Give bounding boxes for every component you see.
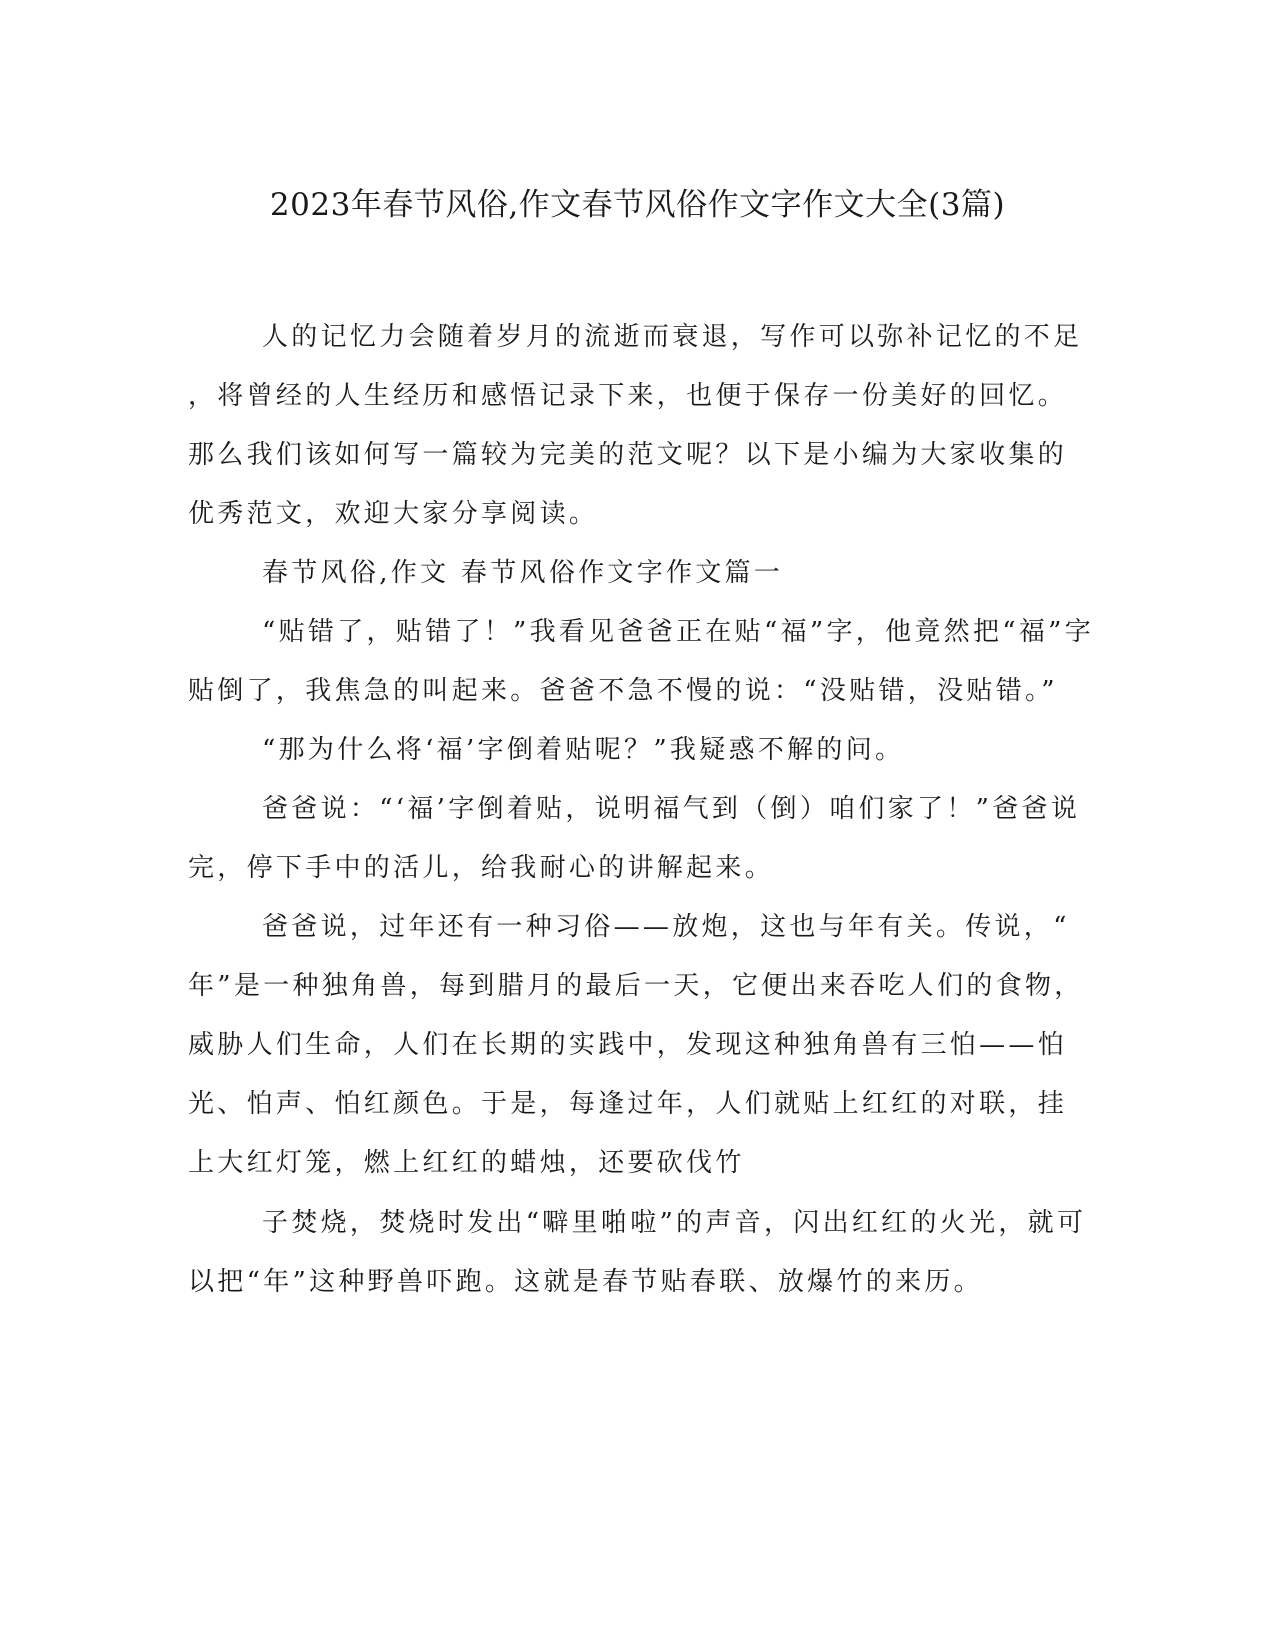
text-line: 年”是一种独角兽，每到腊月的最后一天，它便出来吞吃人们的食物， (188, 971, 1084, 1001)
text-line: 威胁人们生命，人们在长期的实践中，发现这种独角兽有三怕——怕 (188, 1030, 1068, 1060)
text-line: 优秀范文，欢迎大家分享阅读。 (188, 499, 599, 529)
text-line: ，将曾经的人生经历和感悟记录下来，也便于保存一份美好的回忆。 (188, 381, 1068, 411)
text-line: 光、怕声、怕红颜色。于是，每逢过年，人们就贴上红红的对联，挂 (188, 1089, 1068, 1119)
text-line: 爸爸说：“‘福’字倒着贴，说明福气到（倒）咱们家了！”爸爸说 (262, 794, 1081, 824)
text-line: 爸爸说，过年还有一种习俗——放炮，这也与年有关。传说，“ (262, 912, 1070, 942)
text-line: “那为什么将‘福’字倒着贴呢？”我疑惑不解的问。 (262, 735, 905, 765)
document-title: 2023年春节风俗,作文春节风俗作文字作文大全(3篇) (269, 187, 1006, 223)
text-line: 上大红灯笼，燃上红红的蜡烛，还要砍伐竹 (188, 1148, 745, 1178)
text-line: 贴倒了，我焦急的叫起来。爸爸不急不慢的说：“没贴错，没贴错。” (188, 676, 1058, 706)
text-line: 子焚烧，焚烧时发出“噼里啪啦”的声音，闪出红红的火光，就可 (262, 1208, 1087, 1238)
text-line: 以把“年”这种野兽吓跑。这就是春节贴春联、放爆竹的来历。 (188, 1267, 983, 1297)
text-line: 人的记忆力会随着岁月的流逝而衰退，写作可以弥补记忆的不足 (262, 322, 1083, 352)
text-line: “贴错了，贴错了！”我看见爸爸正在贴“福”字，他竟然把“福”字 (262, 617, 1095, 647)
text-line: 完，停下手中的活儿，给我耐心的讲解起来。 (188, 853, 775, 883)
section-heading: 春节风俗,作文 春节风俗作文字作文篇一 (262, 558, 784, 588)
text-line: 那么我们该如何写一篇较为完美的范文呢？以下是小编为大家收集的 (188, 440, 1068, 470)
